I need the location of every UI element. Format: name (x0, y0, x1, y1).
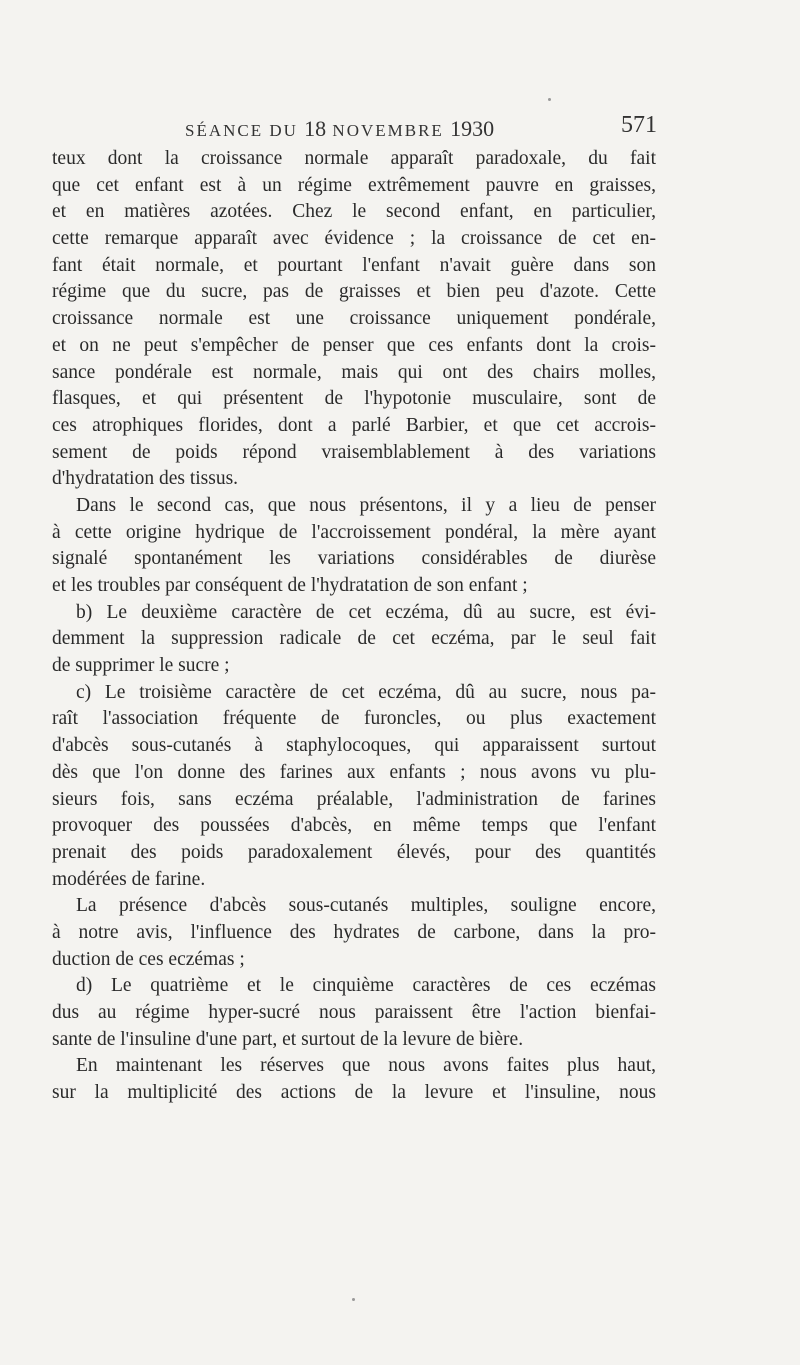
running-title-day: 18 (304, 116, 327, 141)
text-line: de supprimer le sucre ; (52, 655, 230, 677)
text-line: signalé spontanément les variations considérables de diurèse (52, 548, 656, 570)
text-line: que cet enfant est à un régime extrêmement pauvre en graisses, (52, 174, 656, 196)
text-line: b) Le deuxième caractère de cet eczéma, dû au sucre, est évi- (76, 601, 656, 623)
text-line: d'hydratation des tissus. (52, 468, 239, 490)
page-number: 571 (621, 112, 657, 138)
text-line: et en matières azotées. Chez le second enfant, en particulier, (52, 201, 656, 223)
text-line: La présence d'abcès sous-cutanés multiples, souligne encore, (76, 895, 656, 917)
text-line: Dans le second cas, que nous présentons, il y a lieu de penser (76, 494, 656, 516)
running-title-prefix: SÉANCE DU (185, 121, 298, 140)
text-line: prenait des poids paradoxalement élevés, pour des quantités (52, 841, 656, 863)
text-line: fant était normale, et pourtant l'enfant n'avait guère dans son (52, 254, 656, 276)
text-line: à cette origine hydrique de l'accroissement pondéral, la mère ayant (52, 521, 656, 543)
text-line: et on ne peut s'empêcher de penser que ces enfants dont la crois- (52, 334, 656, 356)
text-line: d'abcès sous-cutanés à staphylocoques, qui apparaissent surtout (52, 735, 656, 757)
running-title (185, 116, 494, 142)
body-text (52, 146, 656, 1107)
text-line: d) Le quatrième et le cinquième caractères de ces eczémas (76, 975, 656, 997)
running-title-month: NOVEMBRE (332, 121, 444, 140)
text-line: raît l'association fréquente de furoncles, ou plus exactement (52, 708, 656, 730)
text-line: c) Le troisième caractère de cet eczéma, dû au sucre, nous pa- (76, 681, 656, 703)
text-line: sement de poids répond vraisemblablement à des variations (52, 441, 656, 463)
paper-speck (352, 1298, 355, 1301)
text-line: modérées de farine. (52, 868, 206, 890)
paper-speck (548, 98, 551, 101)
text-line: flasques, et qui présentent de l'hypotonie musculaire, sont de (52, 388, 656, 410)
text-line: sante de l'insuline d'une part, et surtout de la levure de bière. (52, 1028, 524, 1050)
text-line: duction de ces eczémas ; (52, 948, 245, 970)
running-head (185, 112, 657, 142)
text-line: régime que du sucre, pas de graisses et bien peu d'azote. Cette (52, 281, 656, 303)
text-line: provoquer des poussées d'abcès, en même temps que l'enfant (52, 815, 656, 837)
text-line: cette remarque apparaît avec évidence ; la croissance de cet en- (52, 228, 656, 250)
text-line: dus au régime hyper-sucré nous paraissent être l'action bienfai- (52, 1002, 656, 1023)
text-line: croissance normale est une croissance uniquement pondérale, (52, 308, 656, 330)
text-line: demment la suppression radicale de cet eczéma, par le seul fait (52, 628, 656, 650)
text-line: sur la multiplicité des actions de la levure et l'insuline, nous (52, 1082, 656, 1104)
text-line: teux dont la croissance normale apparaît paradoxale, du fait (52, 148, 656, 169)
text-line: sieurs fois, sans eczéma préalable, l'administration de farines (52, 788, 656, 810)
text-line: et les troubles par conséquent de l'hydratation de son enfant ; (52, 575, 528, 596)
text-line: En maintenant les réserves que nous avons faites plus haut, (76, 1055, 656, 1077)
text-line: dès que l'on donne des farines aux enfants ; nous avons vu plu- (52, 761, 656, 783)
text-line: sance pondérale est normale, mais qui ont des chairs molles, (52, 361, 656, 383)
text-line: ces atrophiques florides, dont a parlé Barbier, et que cet accrois- (52, 414, 656, 436)
running-title-year: 1930 (450, 116, 495, 141)
text-line: à notre avis, l'influence des hydrates de carbone, dans la pro- (52, 921, 656, 943)
